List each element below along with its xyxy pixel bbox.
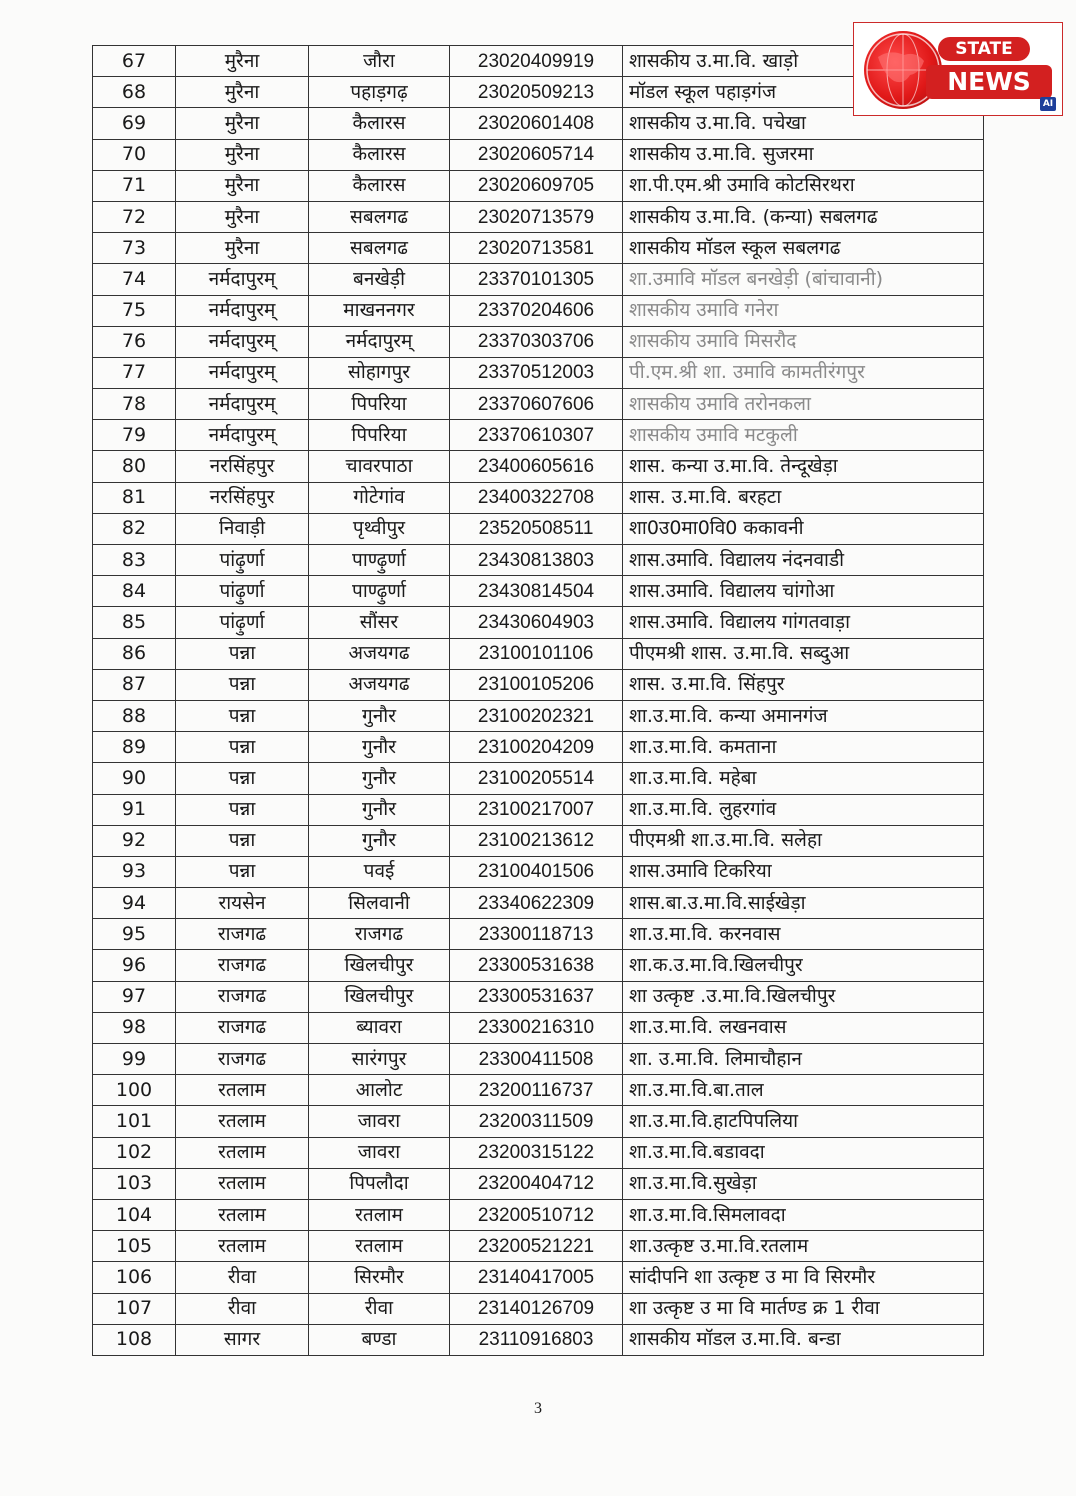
serial-number-cell: 76	[93, 326, 176, 357]
table-row	[93, 201, 984, 232]
district-cell: राजगढ	[176, 1044, 309, 1075]
school-name-cell: शासकीय उमावि मिसरौद	[623, 326, 984, 357]
district-cell: रतलाम	[176, 1199, 309, 1230]
school-code-cell: 23200315122	[450, 1137, 623, 1168]
school-name-cell: शासकीय उ.मा.वि. (कन्या) सबलगढ	[623, 201, 984, 232]
school-name-cell: शास.उमावि टिकरिया	[623, 856, 984, 887]
district-cell: पन्ना	[176, 732, 309, 763]
school-name-cell: शास. उ.मा.वि. सिंहपुर	[623, 669, 984, 700]
school-name-cell: शा.उ.मा.वि. कमताना	[623, 732, 984, 763]
serial-number-cell: 74	[93, 264, 176, 295]
block-cell: गुनौर	[309, 763, 450, 794]
block-cell: पाण्ढ़ुर्णा	[309, 545, 450, 576]
block-cell: चावरपाठा	[309, 451, 450, 482]
district-cell: राजगढ	[176, 1012, 309, 1043]
school-name-cell: शा.उ.मा.वि.हाटपिपलिया	[623, 1106, 984, 1137]
school-name-cell: शास.उमावि. विद्यालय नंदनवाडी	[623, 545, 984, 576]
school-name-cell: शासकीय उमावि गनेरा	[623, 295, 984, 326]
table-row	[93, 981, 984, 1012]
district-cell: नर्मदापुरम्	[176, 326, 309, 357]
serial-number-cell: 82	[93, 513, 176, 544]
school-code-cell: 23020601408	[450, 108, 623, 139]
block-cell: माखननगर	[309, 295, 450, 326]
table-row	[93, 825, 984, 856]
school-code-cell: 23200510712	[450, 1199, 623, 1230]
serial-number-cell: 85	[93, 607, 176, 638]
school-code-cell: 23020605714	[450, 139, 623, 170]
block-cell: राजगढ	[309, 919, 450, 950]
table-row	[93, 1137, 984, 1168]
school-code-cell: 23300216310	[450, 1012, 623, 1043]
table-row	[93, 233, 984, 264]
serial-number-cell: 75	[93, 295, 176, 326]
school-code-cell: 23370204606	[450, 295, 623, 326]
district-cell: पन्ना	[176, 763, 309, 794]
serial-number-cell: 84	[93, 576, 176, 607]
block-cell: गोटेगांव	[309, 482, 450, 513]
serial-number-cell: 73	[93, 233, 176, 264]
district-cell: नर्मदापुरम्	[176, 420, 309, 451]
school-code-cell: 23200404712	[450, 1168, 623, 1199]
block-cell: कैलारस	[309, 170, 450, 201]
block-cell: अजयगढ	[309, 638, 450, 669]
block-cell: पाण्ढ़ुर्णा	[309, 576, 450, 607]
serial-number-cell: 94	[93, 888, 176, 919]
district-cell: मुरैना	[176, 201, 309, 232]
school-name-cell: शास. उ.मा.वि. बरहटा	[623, 482, 984, 513]
table-row	[93, 700, 984, 731]
district-cell: पन्ना	[176, 825, 309, 856]
table-row	[93, 389, 984, 420]
block-cell: खिलचीपुर	[309, 950, 450, 981]
table-row	[93, 607, 984, 638]
school-name-cell: सांदीपनि शा उत्कृष्ट उ मा वि सिरमौर	[623, 1262, 984, 1293]
school-code-cell: 23100202321	[450, 700, 623, 731]
school-name-cell: शा.उ.मा.वि.बडावदा	[623, 1137, 984, 1168]
block-cell: बण्डा	[309, 1324, 450, 1355]
serial-number-cell: 102	[93, 1137, 176, 1168]
table-row	[93, 856, 984, 887]
school-code-cell: 23100213612	[450, 825, 623, 856]
block-cell: बनखेड़ी	[309, 264, 450, 295]
block-cell: पहाड़गढ़	[309, 77, 450, 108]
serial-number-cell: 77	[93, 357, 176, 388]
school-code-cell: 23430604903	[450, 607, 623, 638]
school-code-cell: 23430813803	[450, 545, 623, 576]
table-row	[93, 1262, 984, 1293]
serial-number-cell: 96	[93, 950, 176, 981]
block-cell: सारंगपुर	[309, 1044, 450, 1075]
block-cell: रतलाम	[309, 1231, 450, 1262]
school-name-cell: शा.उ.मा.वि.सिमलावदा	[623, 1199, 984, 1230]
table-row	[93, 1324, 984, 1355]
table-row	[93, 1044, 984, 1075]
school-code-cell: 23340622309	[450, 888, 623, 919]
table-row	[93, 170, 984, 201]
serial-number-cell: 86	[93, 638, 176, 669]
school-name-cell: शा.उमावि मॉडल बनखेड़ी (बांचावानी)	[623, 264, 984, 295]
block-cell: गुनौर	[309, 794, 450, 825]
district-cell: राजगढ	[176, 981, 309, 1012]
school-name-cell: शा.क.उ.मा.वि.खिलचीपुर	[623, 950, 984, 981]
school-code-cell: 23300531637	[450, 981, 623, 1012]
school-code-cell: 23520508511	[450, 513, 623, 544]
school-code-cell: 23200311509	[450, 1106, 623, 1137]
table-row	[93, 545, 984, 576]
school-name-cell: शा उत्कृष्ट .उ.मा.वि.खिलचीपुर	[623, 981, 984, 1012]
school-code-cell: 23300118713	[450, 919, 623, 950]
school-code-cell: 23100204209	[450, 732, 623, 763]
serial-number-cell: 105	[93, 1231, 176, 1262]
serial-number-cell: 98	[93, 1012, 176, 1043]
district-cell: रायसेन	[176, 888, 309, 919]
school-code-cell: 23400322708	[450, 482, 623, 513]
school-name-cell: शास. कन्या उ.मा.वि. तेन्दूखेड़ा	[623, 451, 984, 482]
school-code-cell: 23020609705	[450, 170, 623, 201]
district-cell: मुरैना	[176, 77, 309, 108]
school-code-cell: 23100217007	[450, 794, 623, 825]
district-cell: मुरैना	[176, 46, 309, 77]
district-cell: नर्मदापुरम्	[176, 389, 309, 420]
district-cell: मुरैना	[176, 233, 309, 264]
table-row	[93, 295, 984, 326]
table-row	[93, 919, 984, 950]
block-cell: आलोट	[309, 1075, 450, 1106]
block-cell: जावरा	[309, 1137, 450, 1168]
table-row	[93, 420, 984, 451]
table-row	[93, 669, 984, 700]
district-cell: रतलाम	[176, 1168, 309, 1199]
block-cell: सौंसर	[309, 607, 450, 638]
school-code-cell: 23300411508	[450, 1044, 623, 1075]
district-cell: पन्ना	[176, 669, 309, 700]
district-cell: नरसिंहपुर	[176, 451, 309, 482]
district-cell: राजगढ	[176, 919, 309, 950]
district-cell: नरसिंहपुर	[176, 482, 309, 513]
serial-number-cell: 93	[93, 856, 176, 887]
school-name-cell: शास.बा.उ.मा.वि.साईखेड़ा	[623, 888, 984, 919]
school-code-cell: 23300531638	[450, 950, 623, 981]
table-row	[93, 1231, 984, 1262]
serial-number-cell: 97	[93, 981, 176, 1012]
table-row	[93, 139, 984, 170]
school-code-cell: 23370101305	[450, 264, 623, 295]
school-code-cell: 23020509213	[450, 77, 623, 108]
serial-number-cell: 72	[93, 201, 176, 232]
school-code-cell: 23400605616	[450, 451, 623, 482]
district-cell: रतलाम	[176, 1106, 309, 1137]
page-number: 3	[534, 1400, 542, 1417]
table-row	[93, 1168, 984, 1199]
serial-number-cell: 83	[93, 545, 176, 576]
block-cell: सिरमौर	[309, 1262, 450, 1293]
block-cell: गुनौर	[309, 732, 450, 763]
state-news-logo	[853, 22, 1063, 116]
school-name-cell: शासकीय उ.मा.वि. खाड़ो	[623, 46, 984, 77]
school-code-cell: 23100105206	[450, 669, 623, 700]
school-name-cell: शा.पी.एम.श्री उमावि कोटसिरथरा	[623, 170, 984, 201]
logo-state-text: STATE	[938, 37, 1030, 61]
serial-number-cell: 70	[93, 139, 176, 170]
district-cell: मुरैना	[176, 108, 309, 139]
school-code-cell: 23370303706	[450, 326, 623, 357]
serial-number-cell: 103	[93, 1168, 176, 1199]
school-code-cell: 23100101106	[450, 638, 623, 669]
serial-number-cell: 92	[93, 825, 176, 856]
school-code-cell: 23020713581	[450, 233, 623, 264]
school-name-cell: शासकीय मॉडल उ.मा.वि. बन्डा	[623, 1324, 984, 1355]
school-name-cell: पीएमश्री शास. उ.मा.वि. सब्दुआ	[623, 638, 984, 669]
district-cell: सागर	[176, 1324, 309, 1355]
serial-number-cell: 100	[93, 1075, 176, 1106]
district-cell: पांढ़ुर्णा	[176, 576, 309, 607]
school-name-cell: पी.एम.श्री शा. उमावि कामतीरंगपुर	[623, 357, 984, 388]
block-cell: जौरा	[309, 46, 450, 77]
block-cell: सबलगढ	[309, 233, 450, 264]
serial-number-cell: 88	[93, 700, 176, 731]
table-row	[93, 1012, 984, 1043]
serial-number-cell: 91	[93, 794, 176, 825]
school-name-cell: शासकीय उमावि मटकुली	[623, 420, 984, 451]
table-row	[93, 763, 984, 794]
table-row	[93, 77, 984, 108]
school-list-table	[92, 45, 984, 1356]
table-row	[93, 357, 984, 388]
school-code-cell: 23430814504	[450, 576, 623, 607]
district-cell: पन्ना	[176, 700, 309, 731]
table-row	[93, 888, 984, 919]
block-cell: गुनौर	[309, 825, 450, 856]
serial-number-cell: 71	[93, 170, 176, 201]
school-code-cell: 23110916803	[450, 1324, 623, 1355]
serial-number-cell: 90	[93, 763, 176, 794]
school-code-cell: 23140126709	[450, 1293, 623, 1324]
school-code-cell: 23370512003	[450, 357, 623, 388]
table-row	[93, 513, 984, 544]
table-row	[93, 1199, 984, 1230]
school-name-cell: शा0उ0मा0वि0 ककावनी	[623, 513, 984, 544]
school-code-cell: 23140417005	[450, 1262, 623, 1293]
block-cell: सबलगढ	[309, 201, 450, 232]
school-name-cell: पीएमश्री शा.उ.मा.वि. सलेहा	[623, 825, 984, 856]
table-row	[93, 1293, 984, 1324]
serial-number-cell: 78	[93, 389, 176, 420]
block-cell: रतलाम	[309, 1199, 450, 1230]
serial-number-cell: 108	[93, 1324, 176, 1355]
school-name-cell: शास.उमावि. विद्यालय गांगतवाड़ा	[623, 607, 984, 638]
school-code-cell: 23020713579	[450, 201, 623, 232]
district-cell: पन्ना	[176, 638, 309, 669]
table-row	[93, 482, 984, 513]
serial-number-cell: 69	[93, 108, 176, 139]
district-cell: पांढ़ुर्णा	[176, 607, 309, 638]
district-cell: निवाड़ी	[176, 513, 309, 544]
school-code-cell: 23370610307	[450, 420, 623, 451]
district-cell: पन्ना	[176, 794, 309, 825]
block-cell: पिपरिया	[309, 420, 450, 451]
block-cell: नर्मदापुरम्	[309, 326, 450, 357]
block-cell: गुनौर	[309, 700, 450, 731]
school-name-cell: शास.उमावि. विद्यालय चांगोआ	[623, 576, 984, 607]
table-row	[93, 264, 984, 295]
district-cell: पांढ़ुर्णा	[176, 545, 309, 576]
block-cell: रीवा	[309, 1293, 450, 1324]
school-name-cell: शासकीय उमावि तरोनकला	[623, 389, 984, 420]
block-cell: सोहागपुर	[309, 357, 450, 388]
district-cell: रतलाम	[176, 1137, 309, 1168]
block-cell: जावरा	[309, 1106, 450, 1137]
table-row	[93, 108, 984, 139]
serial-number-cell: 106	[93, 1262, 176, 1293]
district-cell: नर्मदापुरम्	[176, 295, 309, 326]
district-cell: रतलाम	[176, 1231, 309, 1262]
school-name-cell: शा.उत्कृष्ट उ.मा.वि.रतलाम	[623, 1231, 984, 1262]
district-cell: नर्मदापुरम्	[176, 357, 309, 388]
table-row	[93, 1106, 984, 1137]
logo-ai-badge: AI	[1040, 97, 1056, 111]
serial-number-cell: 81	[93, 482, 176, 513]
serial-number-cell: 87	[93, 669, 176, 700]
serial-number-cell: 99	[93, 1044, 176, 1075]
table-row	[93, 732, 984, 763]
school-code-cell: 23200116737	[450, 1075, 623, 1106]
school-name-cell: शासकीय उ.मा.वि. सुजरमा	[623, 139, 984, 170]
school-name-cell: शा उत्कृष्ट उ मा वि मार्तण्ड क्र 1 रीवा	[623, 1293, 984, 1324]
district-cell: रीवा	[176, 1293, 309, 1324]
district-cell: पन्ना	[176, 856, 309, 887]
school-name-cell: शासकीय उ.मा.वि. पचेखा	[623, 108, 984, 139]
block-cell: खिलचीपुर	[309, 981, 450, 1012]
school-code-cell: 23370607606	[450, 389, 623, 420]
block-cell: कैलारस	[309, 139, 450, 170]
block-cell: सिलवानी	[309, 888, 450, 919]
school-name-cell: शा.उ.मा.वि. कन्या अमानगंज	[623, 700, 984, 731]
district-cell: नर्मदापुरम्	[176, 264, 309, 295]
serial-number-cell: 104	[93, 1199, 176, 1230]
block-cell: ब्यावरा	[309, 1012, 450, 1043]
serial-number-cell: 80	[93, 451, 176, 482]
serial-number-cell: 107	[93, 1293, 176, 1324]
school-name-cell: शा. उ.मा.वि. लिमाचौहान	[623, 1044, 984, 1075]
school-code-cell: 23100205514	[450, 763, 623, 794]
serial-number-cell: 95	[93, 919, 176, 950]
table-row	[93, 638, 984, 669]
school-name-cell: शा.उ.मा.वि.सुखेड़ा	[623, 1168, 984, 1199]
serial-number-cell: 89	[93, 732, 176, 763]
block-cell: पिपलौदा	[309, 1168, 450, 1199]
school-name-cell: शा.उ.मा.वि. लुहरगांव	[623, 794, 984, 825]
block-cell: पिपरिया	[309, 389, 450, 420]
school-code-cell: 23200521221	[450, 1231, 623, 1262]
school-name-cell: मॉडल स्कूल पहाड़गंज	[623, 77, 984, 108]
school-name-cell: शा.उ.मा.वि. लखनवास	[623, 1012, 984, 1043]
district-cell: मुरैना	[176, 170, 309, 201]
table-row	[93, 326, 984, 357]
school-name-cell: शा.उ.मा.वि. करनवास	[623, 919, 984, 950]
school-name-cell: शा.उ.मा.वि. महेबा	[623, 763, 984, 794]
district-cell: राजगढ	[176, 950, 309, 981]
table-row	[93, 950, 984, 981]
serial-number-cell: 68	[93, 77, 176, 108]
block-cell: अजयगढ	[309, 669, 450, 700]
table-row	[93, 46, 984, 77]
serial-number-cell: 67	[93, 46, 176, 77]
block-cell: कैलारस	[309, 108, 450, 139]
school-code-cell: 23100401506	[450, 856, 623, 887]
serial-number-cell: 101	[93, 1106, 176, 1137]
district-cell: रतलाम	[176, 1075, 309, 1106]
table-row	[93, 451, 984, 482]
serial-number-cell: 79	[93, 420, 176, 451]
school-name-cell: शासकीय मॉडल स्कूल सबलगढ	[623, 233, 984, 264]
district-cell: रीवा	[176, 1262, 309, 1293]
school-name-cell: शा.उ.मा.वि.बा.ताल	[623, 1075, 984, 1106]
school-code-cell: 23020409919	[450, 46, 623, 77]
block-cell: पवई	[309, 856, 450, 887]
block-cell: पृथ्वीपुर	[309, 513, 450, 544]
district-cell: मुरैना	[176, 139, 309, 170]
table-body	[93, 46, 984, 1356]
table-row	[93, 1075, 984, 1106]
logo-news-text: NEWS	[926, 65, 1052, 99]
table-row	[93, 576, 984, 607]
table-row	[93, 794, 984, 825]
